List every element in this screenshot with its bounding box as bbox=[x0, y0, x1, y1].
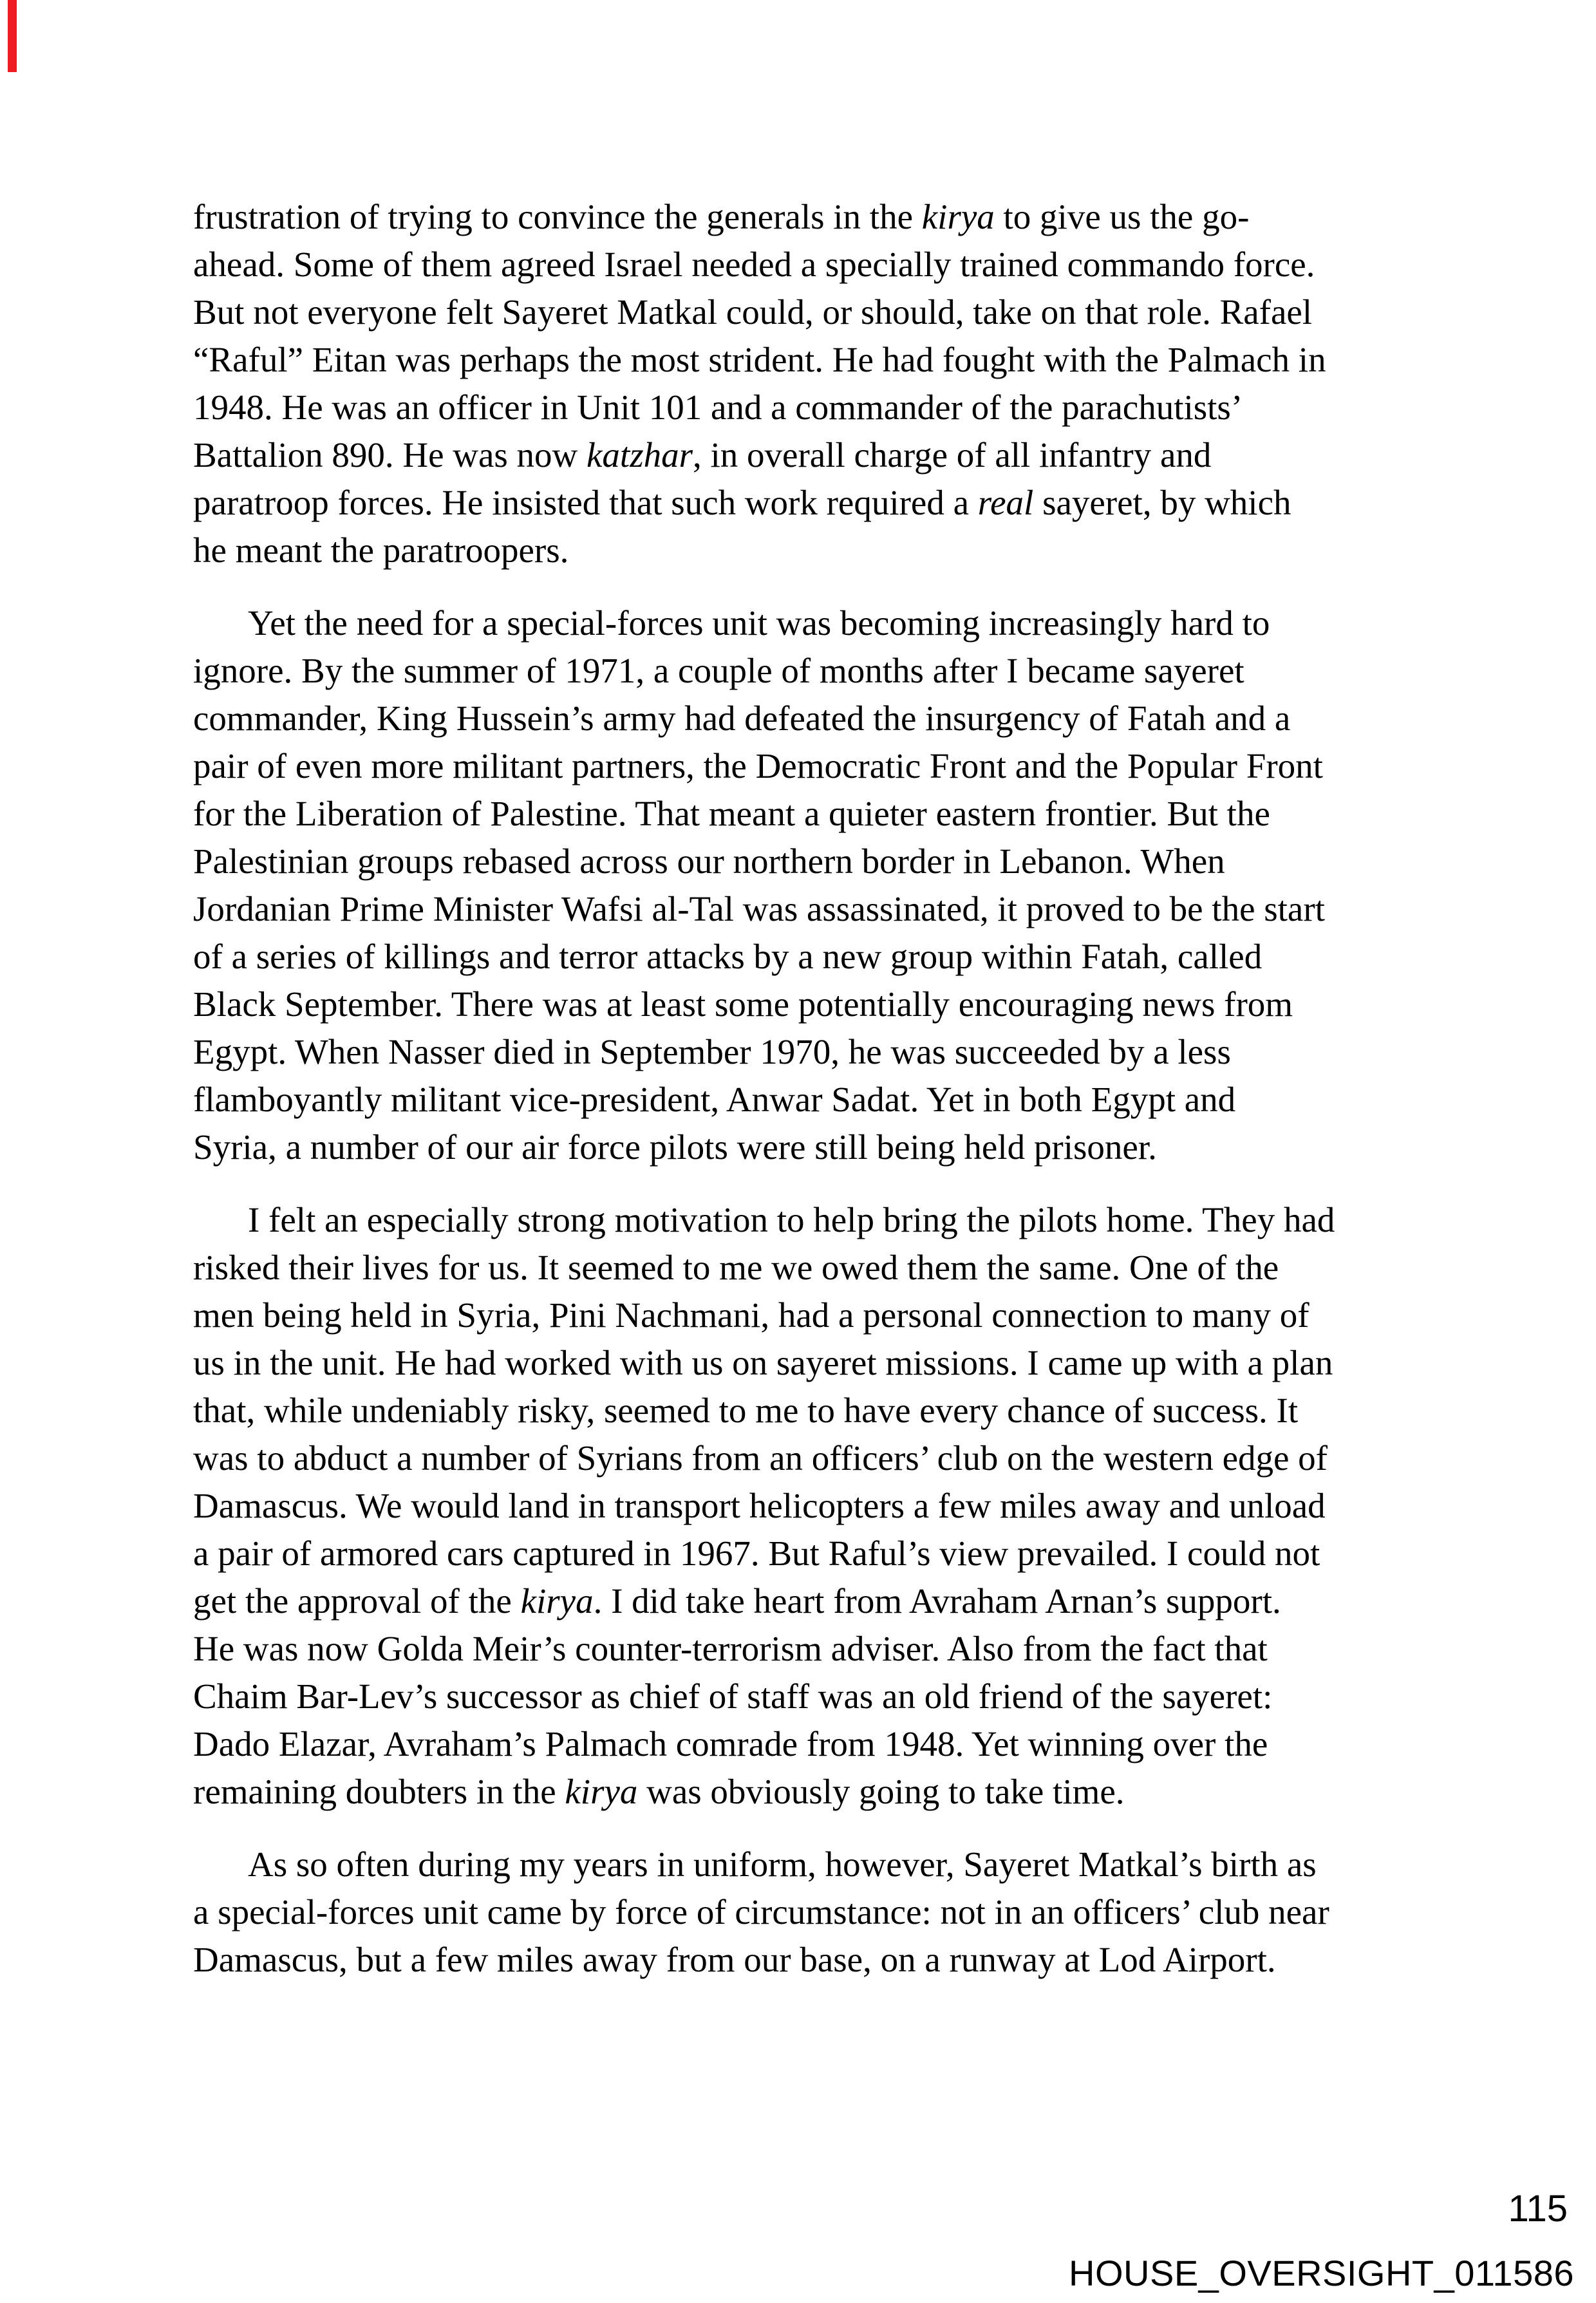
text-line bbox=[193, 1244, 1416, 1292]
paragraph bbox=[193, 193, 1416, 574]
paragraph bbox=[193, 1196, 1416, 1816]
text-run: Palestinian groups rebased across our northern border in Lebanon. When bbox=[193, 841, 1225, 881]
text-run: ignore. By the summer of 1971, a couple of months after I became sayeret bbox=[193, 651, 1244, 690]
text-run: pair of even more militant partners, the Democratic Front and the Popular Front bbox=[193, 746, 1323, 785]
text-line bbox=[193, 431, 1416, 479]
red-margin-mark bbox=[8, 0, 17, 72]
text-run: Damascus. We would land in transport helicopters a few miles away and unload bbox=[193, 1486, 1326, 1525]
text-line bbox=[193, 838, 1416, 885]
text-run: that, while undeniably risky, seemed to me to have every chance of success. It bbox=[193, 1391, 1299, 1430]
text-run: us in the unit. He had worked with us on sayeret missions. I came up with a plan bbox=[193, 1343, 1333, 1382]
text-run: Damascus, but a few miles away from our base, on a runway at Lod Airport. bbox=[193, 1940, 1276, 1979]
text-run: 1948. He was an officer in Unit 101 and a commander of the parachutists’ bbox=[193, 388, 1243, 427]
text-run: He was now Golda Meir’s counter-terrorism adviser. Also from the fact that bbox=[193, 1629, 1268, 1668]
text-run: to give us the go- bbox=[994, 197, 1250, 236]
text-run: But not everyone felt Sayeret Matkal could, or should, take on that role. Rafael bbox=[193, 292, 1313, 332]
text-run: Black September. There was at least some potentially encouraging news from bbox=[193, 984, 1293, 1024]
text-run: . I did take heart from Avraham Arnan’s support. bbox=[593, 1581, 1281, 1621]
text-run: frustration of trying to convince the generals in the bbox=[193, 197, 922, 236]
text-line bbox=[193, 790, 1416, 838]
text-line bbox=[193, 193, 1416, 241]
text-line bbox=[193, 1482, 1416, 1530]
text-line bbox=[193, 1577, 1416, 1625]
text-run: flamboyantly militant vice-president, Anwar Sadat. Yet in both Egypt and bbox=[193, 1080, 1236, 1119]
text-run: sayeret, by which bbox=[1033, 483, 1291, 522]
text-line bbox=[193, 599, 1416, 647]
text-line bbox=[193, 1434, 1416, 1482]
text-line bbox=[193, 1076, 1416, 1123]
text-line bbox=[193, 288, 1416, 336]
italic-text-run: kirya bbox=[921, 197, 995, 236]
text-run: of a series of killings and terror attacks by a new group within Fatah, called bbox=[193, 937, 1263, 976]
paragraph bbox=[193, 599, 1416, 1171]
text-run: Egypt. When Nasser died in September 1970, he was succeeded by a less bbox=[193, 1032, 1231, 1071]
text-run: , in overall charge of all infantry and bbox=[693, 435, 1212, 475]
text-line bbox=[193, 479, 1416, 527]
page-number: 115 bbox=[1508, 2188, 1568, 2230]
text-line bbox=[193, 981, 1416, 1028]
text-line bbox=[193, 1123, 1416, 1171]
text-line bbox=[193, 1339, 1416, 1387]
text-line bbox=[193, 336, 1416, 384]
text-line bbox=[193, 1625, 1416, 1673]
text-line bbox=[193, 527, 1416, 574]
text-line bbox=[193, 695, 1416, 742]
text-line bbox=[193, 241, 1416, 288]
italic-text-run: katzhar bbox=[587, 435, 693, 475]
text-run: Dado Elazar, Avraham’s Palmach comrade from 1948. Yet winning over the bbox=[193, 1724, 1268, 1763]
text-run: he meant the paratroopers. bbox=[193, 531, 569, 570]
text-line bbox=[193, 1530, 1416, 1577]
text-line bbox=[193, 742, 1416, 790]
text-run: Syria, a number of our air force pilots were still being held prisoner. bbox=[193, 1127, 1157, 1167]
text-line bbox=[193, 1768, 1416, 1816]
text-run: Battalion 890. He was now bbox=[193, 435, 587, 475]
text-run: “Raful” Eitan was perhaps the most strident. He had fought with the Palmach in bbox=[193, 340, 1326, 379]
text-line bbox=[193, 1841, 1416, 1888]
text-run: was to abduct a number of Syrians from an officers’ club on the western edge of bbox=[193, 1438, 1328, 1478]
text-run: was obviously going to take time. bbox=[637, 1772, 1125, 1811]
italic-text-run: real bbox=[977, 483, 1034, 522]
text-run: Chaim Bar-Lev’s successor as chief of staff was an old friend of the sayeret: bbox=[193, 1677, 1273, 1716]
text-line bbox=[193, 1028, 1416, 1076]
text-line bbox=[193, 1387, 1416, 1434]
text-run: ahead. Some of them agreed Israel needed a specially trained commando force. bbox=[193, 245, 1315, 284]
text-line bbox=[193, 1292, 1416, 1339]
text-line bbox=[193, 933, 1416, 981]
text-run: remaining doubters in the bbox=[193, 1772, 565, 1811]
text-run: As so often during my years in uniform, however, Sayeret Matkal’s birth as bbox=[248, 1845, 1317, 1884]
text-run: risked their lives for us. It seemed to me we owed them the same. One of the bbox=[193, 1248, 1279, 1287]
paragraph bbox=[193, 1841, 1416, 1984]
text-line bbox=[193, 885, 1416, 933]
text-run: commander, King Hussein’s army had defeated the insurgency of Fatah and a bbox=[193, 699, 1291, 738]
text-line bbox=[193, 647, 1416, 695]
text-run: Jordanian Prime Minister Wafsi al-Tal was assassinated, it proved to be the start bbox=[193, 889, 1325, 928]
italic-text-run: kirya bbox=[565, 1772, 638, 1811]
text-line bbox=[193, 1196, 1416, 1244]
text-run: a pair of armored cars captured in 1967. But Raful’s view prevailed. I could not bbox=[193, 1534, 1320, 1573]
text-run: paratroop forces. He insisted that such work required a bbox=[193, 483, 978, 522]
italic-text-run: kirya bbox=[520, 1581, 594, 1621]
text-run: get the approval of the bbox=[193, 1581, 521, 1621]
text-run: Yet the need for a special-forces unit was becoming increasingly hard to bbox=[248, 603, 1270, 643]
text-run: I felt an especially strong motivation to help bring the pilots home. They had bbox=[248, 1200, 1335, 1239]
text-run: for the Liberation of Palestine. That meant a quieter eastern frontier. But the bbox=[193, 794, 1270, 833]
text-run: men being held in Syria, Pini Nachmani, had a personal connection to many of bbox=[193, 1295, 1310, 1335]
text-run: a special-forces unit came by force of circumstance: not in an officers’ club near bbox=[193, 1892, 1329, 1932]
text-line bbox=[193, 1888, 1416, 1936]
text-line bbox=[193, 1720, 1416, 1768]
text-line bbox=[193, 384, 1416, 431]
bates-stamp: HOUSE_OVERSIGHT_011586 bbox=[1069, 2253, 1574, 2293]
text-block bbox=[193, 193, 1416, 1984]
text-line bbox=[193, 1936, 1416, 1984]
text-line bbox=[193, 1673, 1416, 1720]
